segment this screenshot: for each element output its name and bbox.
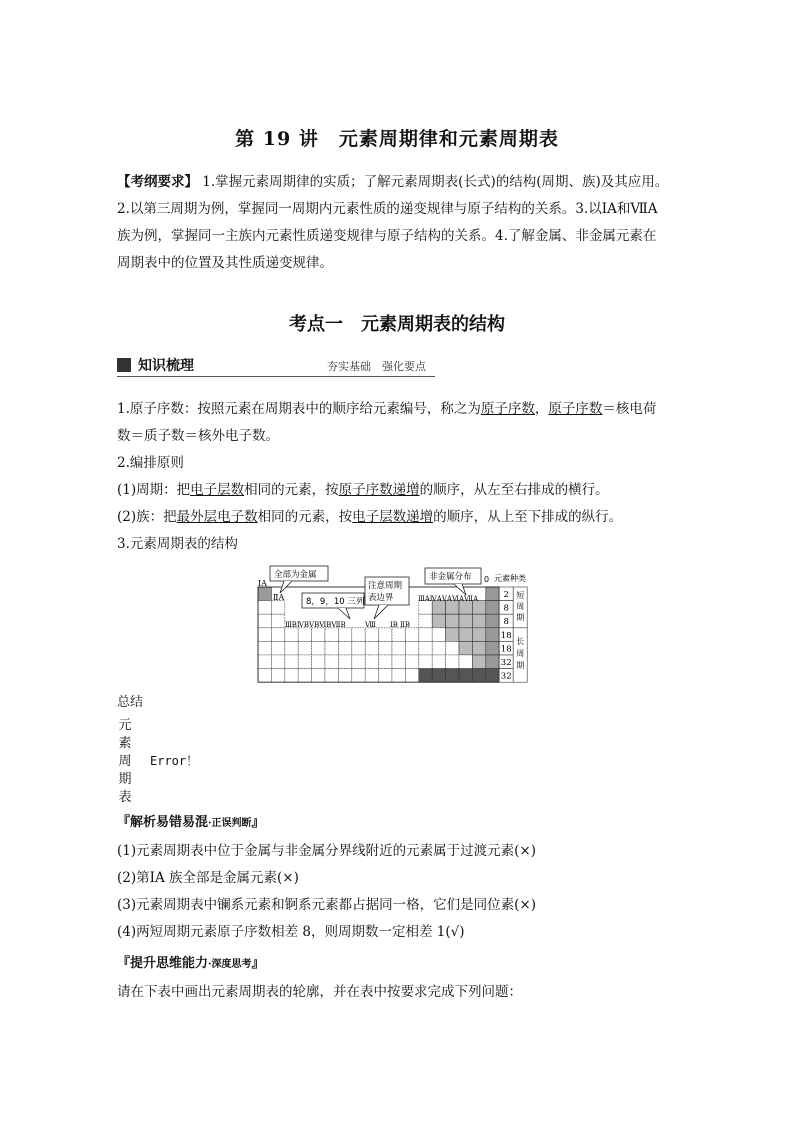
syllabus-paragraph [117,169,677,277]
table-cell [365,655,378,669]
callout-group: 8，9，10 三列 [306,597,365,607]
label-2a: ⅡA [273,593,285,602]
table-cell [352,628,365,642]
table-cell [472,614,485,628]
table-cell [446,628,459,642]
page-title: 第 19 讲 元素周期律和元素周期表 [235,128,559,150]
table-cell [271,628,284,642]
syllabus-line-3: 族为例，掌握同一主族内元素性质递变规律与原子结构的关系。4.了解金属、非金属元素在 [117,228,657,244]
table-cell [446,614,459,628]
divider [117,376,435,377]
label-0: 0 [484,575,490,584]
judge-header: 『解析易错易混·正误判断』 [117,815,265,830]
table-cell [285,628,298,642]
judge-item: (2)第ⅠA 族全部是金属元素(×) [117,870,299,886]
table-cell [271,641,284,655]
summary-label: 总结 [117,695,144,710]
table-cell [446,669,459,683]
table-cell [298,669,311,683]
syllabus-label: 【考纲要求】 [117,174,198,190]
syllabus-line-4: 周期表中的位置及其性质递变规律。 [117,255,333,271]
table-cell [258,587,271,601]
table-cell [486,669,499,683]
section-title: 考点一 元素周期表的结构 [289,314,505,335]
kinds-value: 2 [503,590,509,600]
table-cell [298,655,311,669]
table-cell [405,628,418,642]
p1-line2: 数＝质子数＝核外电子数。 [117,428,279,444]
kinds-value: 32 [500,658,512,668]
table-cell [379,641,392,655]
callout-metal: 全部为金属 [274,570,317,580]
long-period-label: 周 [516,648,525,658]
table-cell [486,641,499,655]
table-cell [405,641,418,655]
table-cell [325,655,338,669]
table-cell [459,641,472,655]
table-cell [312,669,325,683]
table-cell [352,655,365,669]
label-8: Ⅷ [365,621,377,629]
label-kinds: 元素种类 [494,574,526,583]
table-cell [392,641,405,655]
knowledge-bar [117,355,435,377]
table-cell [298,628,311,642]
kinds-column [499,587,513,682]
table-cell [486,587,499,601]
p4: (2)族：把最外层电子数相同的元素，按电子层数递增的顺序，从上至下排成的纵行。 [117,509,623,525]
syllabus-line-1: 1.掌握元素周期律的实质；了解元素周期表(长式)的结构(周期、族)及其应用。 [198,174,669,190]
table-cell [365,669,378,683]
table-cell [285,655,298,669]
table-cell [258,641,271,655]
table-cell [486,614,499,628]
table-cell [312,655,325,669]
table-cell [285,669,298,683]
p5: 3.元素周期表的结构 [117,536,238,552]
table-cell [486,601,499,615]
p3: (1)周期：把电子层数相同的元素，按原子序数递增的顺序，从左至右排成的横行。 [117,482,609,498]
judge-item: (4)两短周期元素原子序数相差 8，则周期数一定相差 1(√) [117,924,465,940]
table-cell [258,655,271,669]
table-cell [486,628,499,642]
table-cell [379,628,392,642]
table-cell [459,628,472,642]
final-line: 请在下表中画出元素周期表的轮廓，并在表中按要求完成下列问题： [117,984,522,1000]
table-cell [312,628,325,642]
table-cell [338,641,351,655]
table-cell [258,601,271,615]
table-cell [271,669,284,683]
kinds-value: 18 [500,630,512,641]
long-period-label: 长 [516,636,525,646]
short-period-label: 周 [516,602,525,611]
judge-item: (3)元素周期表中镧系元素和锕系元素都占据同一格，它们是同位素(×) [117,897,536,913]
table-cell [271,614,284,628]
knowledge-label: 知识梳理 [138,358,194,374]
table-cell [338,669,351,683]
table-cell [405,655,418,669]
label-1a: ⅠA [258,579,267,588]
callout-boundary-1: 注意周期 [368,581,403,591]
table-cell [312,641,325,655]
short-period-label: 短 [516,591,525,600]
table-cell [392,669,405,683]
kinds-value: 32 [500,671,512,682]
table-cell [379,655,392,669]
judge-item: (1)元素周期表中位于金属与非金属分界线附近的元素属于过渡元素(×) [117,843,536,859]
table-cell [432,628,445,642]
table-cell [338,628,351,642]
table-cell [325,641,338,655]
table-cell [285,641,298,655]
table-cell [432,641,445,655]
table-cell [419,614,432,628]
table-cell [419,655,432,669]
long-period-label: 期 [516,660,525,670]
table-cell [459,655,472,669]
table-cell [392,628,405,642]
table-cell [419,641,432,655]
table-cell [271,601,284,615]
table-cell [392,655,405,669]
table-cell [459,669,472,683]
table-cell [419,669,432,683]
table-cell [432,655,445,669]
table-cell [446,641,459,655]
callout-nonmetal: 非金属分布 [429,572,472,582]
table-cell [432,669,445,683]
kinds-value: 8 [503,617,509,628]
table-cell [405,669,418,683]
short-period-label: 期 [516,613,525,622]
label-1b2b: ⅠB ⅡB [390,621,411,629]
table-cell [352,641,365,655]
table-cell [472,669,485,683]
p2: 2.编排原则 [117,455,184,471]
table-cell [459,614,472,628]
table-cell [365,641,378,655]
table-cell [419,628,432,642]
table-cell [472,655,485,669]
kinds-value: 18 [500,644,512,655]
syllabus-line-2: 2.以第三周期为例，掌握同一周期内元素性质的递变规律与原子结构的关系。3.以ⅠA和ⅦA [117,201,658,217]
square-icon [117,358,131,372]
table-cell [258,614,271,628]
kinds-value: 8 [503,603,509,614]
table-cell [325,669,338,683]
table-cell [472,641,485,655]
table-cell [258,628,271,642]
error-text: Error！ [150,754,199,768]
table-cell [379,669,392,683]
table-cell [486,655,499,669]
label-b-groups: ⅢBⅣBⅤBⅥBⅦB [285,621,346,629]
table-cell [472,628,485,642]
vertical-label: 元 素 周 期 表 [118,718,132,805]
table-cell [352,669,365,683]
periodic-table-figure [254,563,544,687]
ability-header: 『提升思维能力·深度思考』 [117,956,265,971]
p1-line1: 1.原子序数：按照元素在周期表中的顺序给元素编号，称之为原子序数，原子序数＝核电荷 [117,401,657,417]
table-cell [446,655,459,669]
table-cell [271,655,284,669]
table-cell [298,641,311,655]
side-labels [513,587,527,682]
table-cell [258,669,271,683]
knowledge-sub: 夯实基础 强化要点 [327,360,426,373]
label-a-groups: ⅢAⅣAⅤAⅥAⅦA [418,595,479,603]
table-cell [365,628,378,642]
callout-boundary-2: 表边界 [368,593,394,603]
table-cell [338,655,351,669]
table-cell [325,628,338,642]
table-cell [432,614,445,628]
